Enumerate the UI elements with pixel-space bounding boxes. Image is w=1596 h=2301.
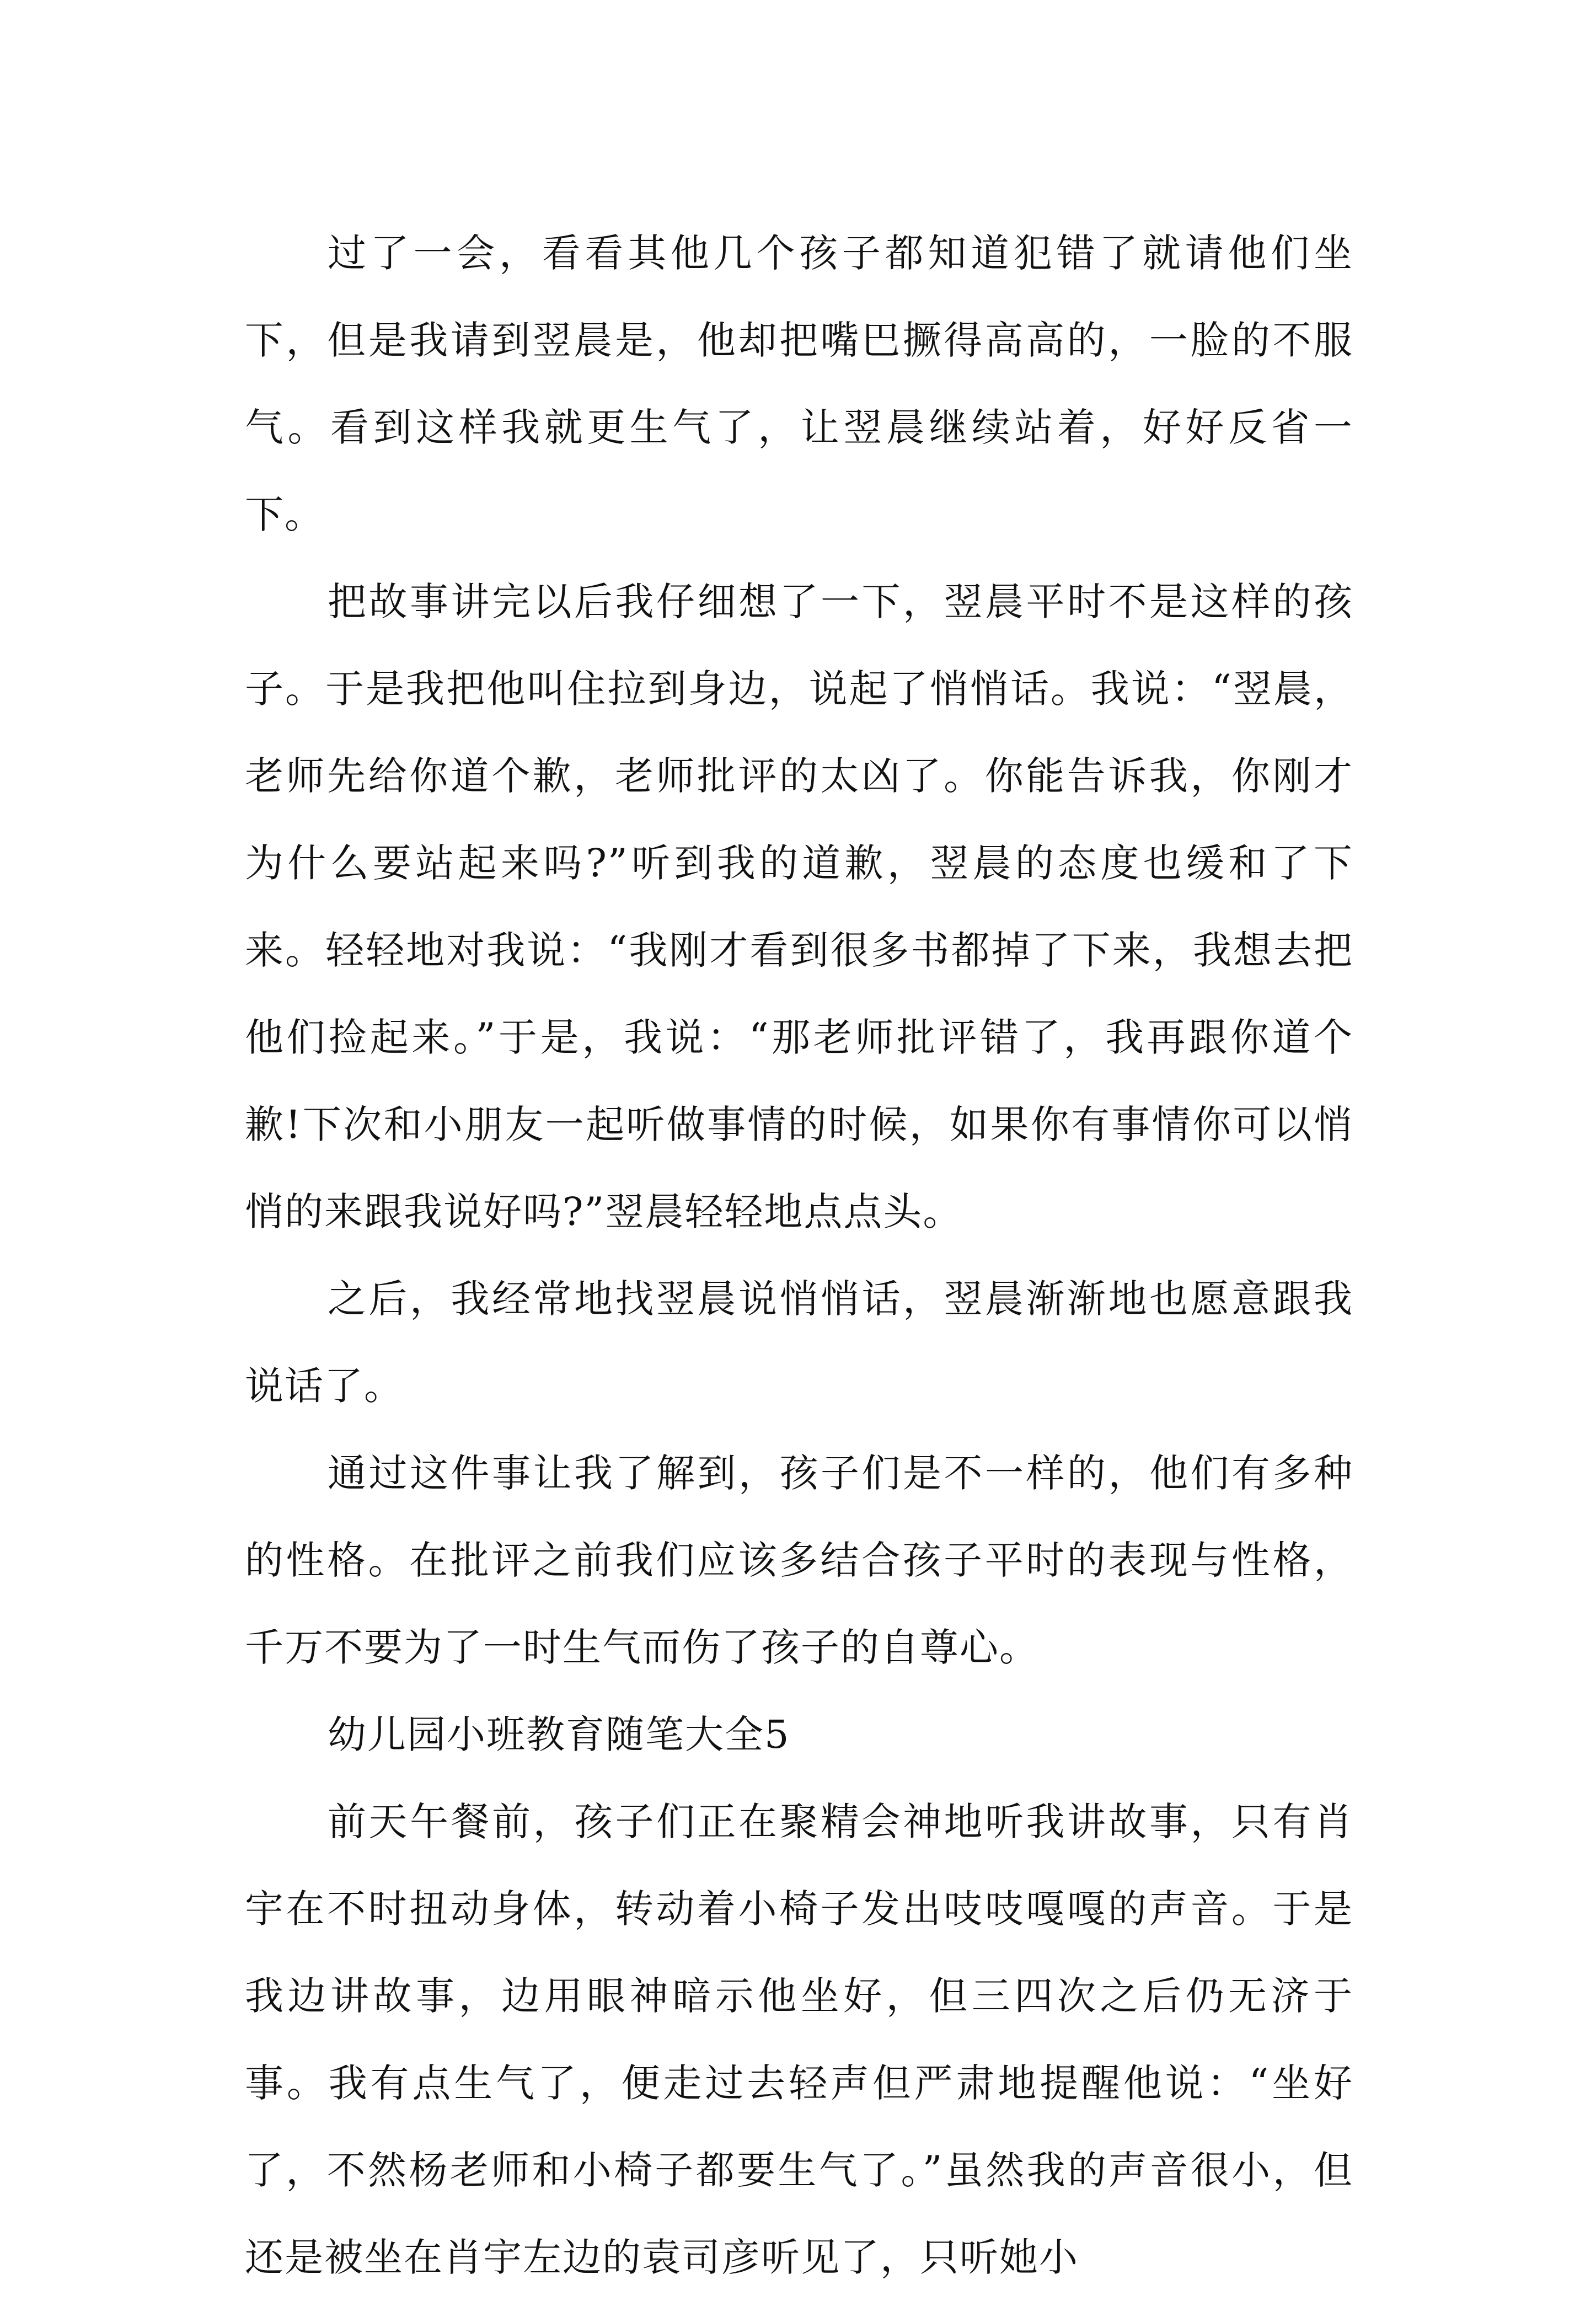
paragraph-4: 通过这件事让我了解到，孩子们是不一样的，他们有多种的性格。在批评之前我们应该多结合孩子平时的表现与性格，千万不要为了一时生气而伤了孩子的自尊心。 bbox=[245, 1451, 1353, 1670]
paragraph-5: 前天午餐前，孩子们正在聚精会神地听我讲故事，只有肖宇在不时扭动身体，转动着小椅子发出吱吱嘎嘎的声音。于是我边讲故事，边用眼神暗示他坐好，但三四次之后仍无济于事。我有点生气了，便走过去轻声但严肃地提醒他说：“坐好了，不然杨老师和小椅子都要生气了。”虽然我的声音很小，但还是被坐在肖宇左边的袁司彦听见了，只听她小 bbox=[245, 1799, 1353, 2280]
document-page bbox=[245, 210, 1353, 2301]
paragraph-1: 过了一会，看看其他几个孩子都知道犯错了就请他们坐下，但是我请到翌晨是，他却把嘴巴撅得高高的，一脸的不服气。看到这样我就更生气了，让翌晨继续站着，好好反省一下。 bbox=[245, 231, 1353, 537]
paragraph-2: 把故事讲完以后我仔细想了一下，翌晨平时不是这样的孩子。于是我把他叫住拉到身边，说起了悄悄话。我说：“翌晨，老师先给你道个歉，老师批评的太凶了。你能告诉我，你刚才为什么要站起来吗?”听到我的道歉，翌晨的态度也缓和了下来。轻轻地对我说：“我刚才看到很多书都掉了下来，我想去把他们捡起来。”于是，我说：“那老师批评错了，我再跟你道个歉!下次和小朋友一起听做事情的时候，如果你有事情你可以悄悄的来跟我说好吗?”翌晨轻轻地点点头。 bbox=[245, 579, 1353, 1234]
section-title: 幼儿园小班教育随笔大全5 bbox=[328, 1712, 790, 1757]
paragraph-3: 之后，我经常地找翌晨说悄悄话，翌晨渐渐地也愿意跟我说话了。 bbox=[245, 1276, 1353, 1409]
